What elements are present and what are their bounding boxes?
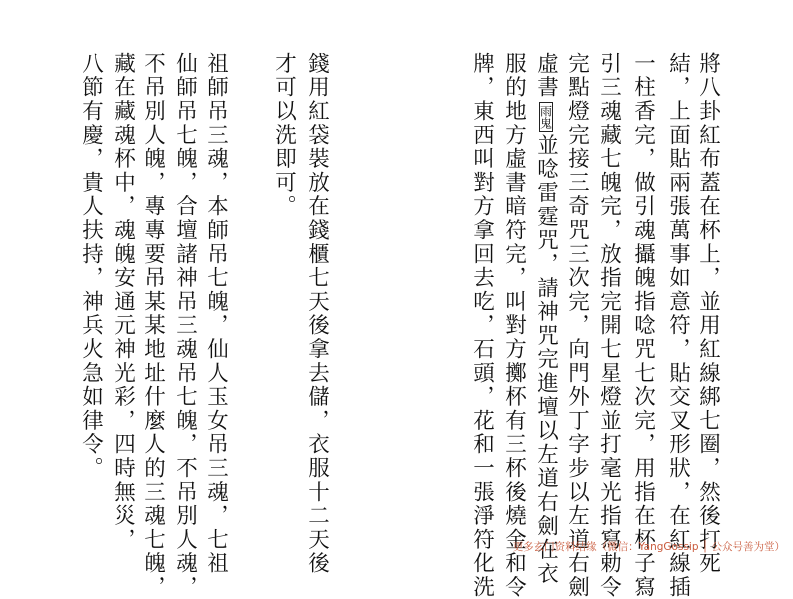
text-column-6: [535, 52, 557, 586]
text-column-7: 服的地方虛書暗符完，叫對方擲杯有三杯後燒金和令: [501, 52, 527, 599]
text-column-11: 祖師吊三魂，本師吊七魄，仙人玉女吊三魂，七祖: [203, 52, 229, 576]
text-column-2: 結，上面貼兩張萬事如意符，貼交叉形狀，在紅線插: [665, 52, 691, 599]
text-column-8: 牌，東西叫對方拿回去吃，石頭，花和一張淨符化洗: [469, 52, 495, 599]
text-column-9: 錢用紅袋裝放在錢櫃七天後拿去儲，衣服十二天後: [304, 52, 330, 576]
text-column-5: 完點燈完接三奇咒三次完，向門外丁字步以左道右劍: [564, 52, 590, 599]
text-column-13: 不吊別人魄，專專要吊某某地址什麼人的三魂七魄，: [140, 52, 166, 599]
text-column-4: 引三魂藏七魄完，放指完開七星燈並打毫光指寫勅令: [596, 52, 622, 599]
column-6-text: 並唸雷霆咒，請神咒完進壇以左道右劍在衣: [533, 133, 559, 586]
text-column-3: 一柱香完，做引魂攝魄指唸咒七次完，用指在杯子寫: [630, 52, 656, 599]
talisman-seal-glyph: 雨鬼: [539, 102, 553, 132]
column-6-prefix: 虛書: [533, 52, 559, 100]
text-column-15: 八節有慶，貴人扶持，神兵火急如律令。: [78, 52, 104, 481]
text-column-1: 將八卦紅布蓋在杯上，並用紅線綁七圈，然後打死: [695, 52, 721, 576]
text-column-10: 才可以洗即可。: [271, 52, 297, 219]
text-column-12: 仙師吊七魄，合壇諸神吊三魂吊七魄，不吊別人魂，: [172, 52, 198, 599]
watermark-footer: 更多玄门资料结缘（微信：YangGossip │ 公众号善为堂）: [512, 541, 785, 553]
text-column-14: 藏在藏魂杯中，魂魄安通元神光彩，四時無災，: [110, 52, 136, 552]
